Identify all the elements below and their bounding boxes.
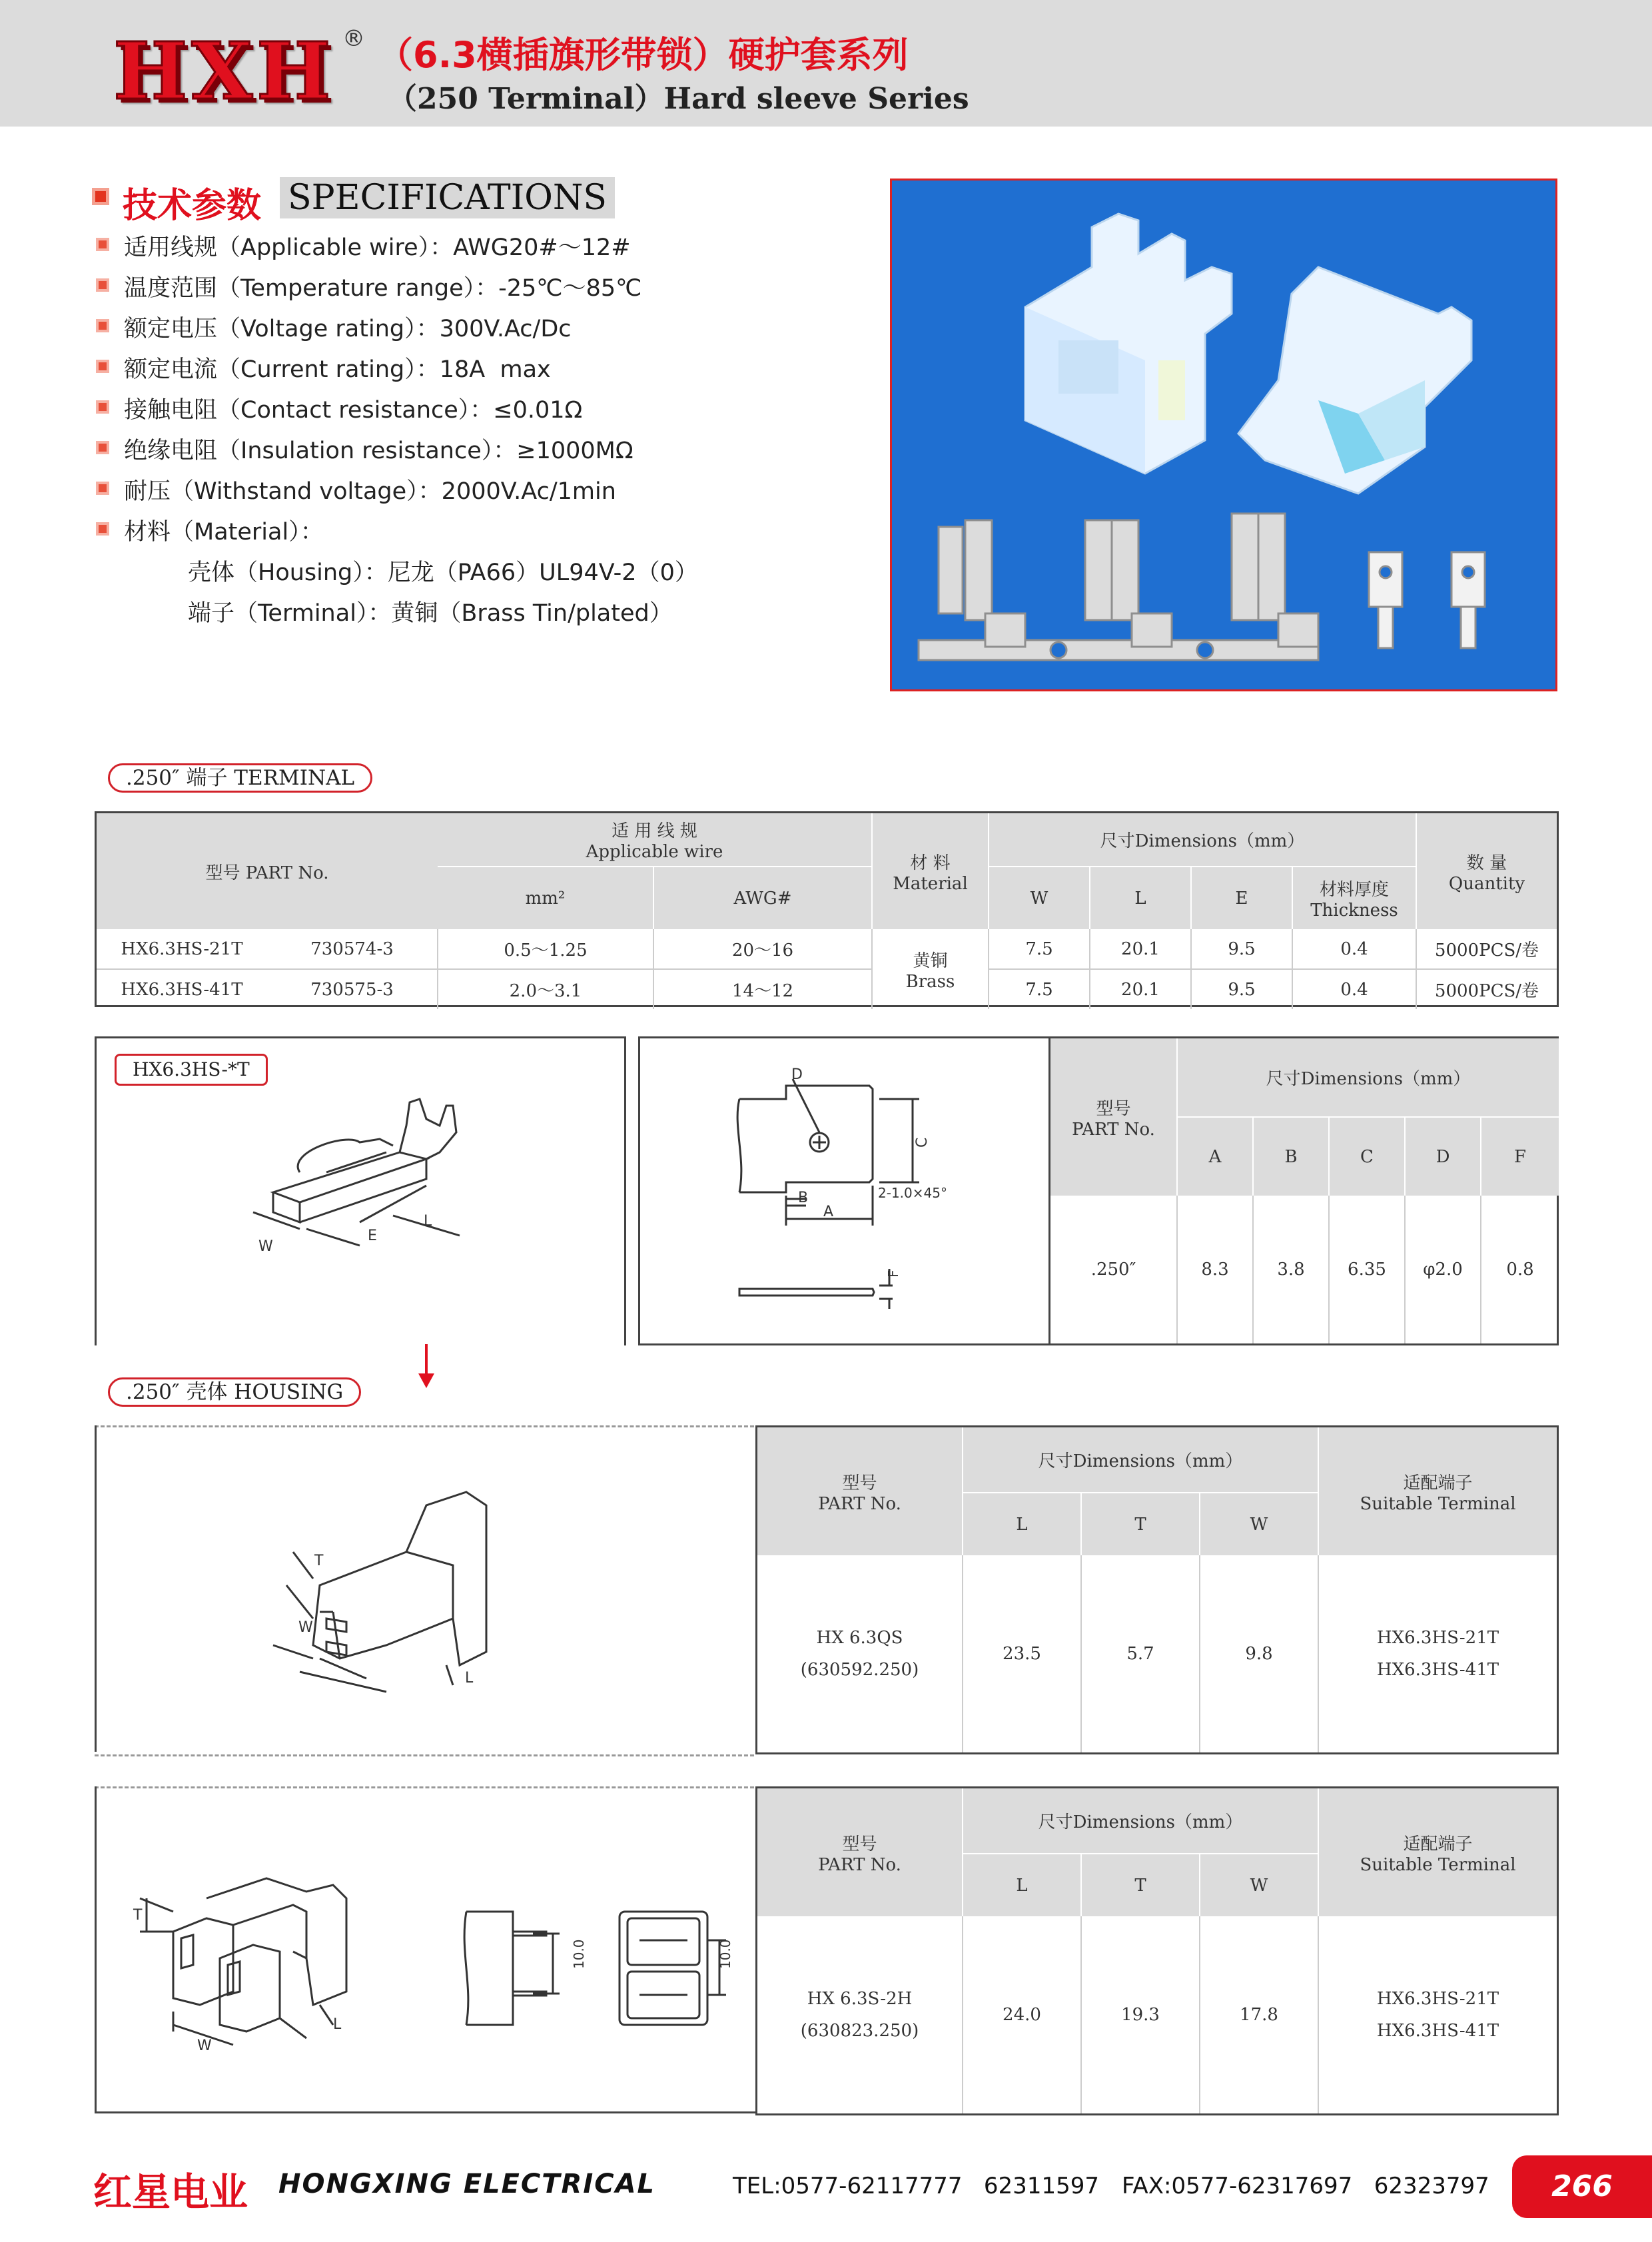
col-header-suitable-terminal: 适配端子 Suitable Terminal (1318, 1427, 1557, 1555)
spec-item: 温度范围（Temperature range）：-25℃～85℃ (124, 275, 642, 302)
terminal-table (97, 813, 1557, 1009)
cell-quantity: 5000PCS/卷 (1416, 969, 1557, 1009)
hxh-logo: HXH (113, 25, 335, 117)
contact-fax: FAX:0577-62317697 62323797 (1122, 2173, 1489, 2199)
cell-e: 9.5 (1191, 929, 1292, 969)
divider (95, 1786, 754, 1788)
col-header-mm2: mm² (438, 867, 653, 929)
cell-t: 19.3 (1081, 1916, 1200, 2113)
tab-table (1050, 1038, 1559, 1343)
col-header-w: W (989, 867, 1090, 929)
svg-text:L: L (465, 1670, 474, 1686)
col-header-material: 材 料 Material (872, 813, 989, 929)
col-header-l: L (963, 1493, 1081, 1555)
spec-item: 额定电流（Current rating）：18A max (124, 356, 551, 383)
down-arrow-icon (413, 1344, 440, 1391)
svg-text:T: T (314, 1553, 324, 1569)
col-header-wire: 适 用 线 规 Applicable wire (438, 813, 872, 867)
col-header-part-no: 型号 PART No. (757, 1427, 963, 1555)
svg-text:C: C (914, 1137, 931, 1148)
col-header-d: D (1405, 1117, 1481, 1196)
terminal-section-label: .250″ 端子 TERMINAL (108, 763, 372, 793)
housing-2h-drawing (133, 1858, 386, 2058)
frame-edge (95, 1786, 97, 2113)
table-row (757, 1916, 1557, 2113)
cell-thickness: 0.4 (1292, 929, 1416, 969)
bullet-icon (96, 441, 109, 454)
col-header-suitable-terminal: 适配端子 Suitable Terminal (1318, 1788, 1557, 1916)
table-row (97, 929, 1557, 969)
svg-text:D: D (791, 1066, 803, 1083)
cell-code: 730574-3 (310, 938, 394, 959)
col-header-a: A (1177, 1117, 1253, 1196)
company-name-cn: 红星电业 (93, 2169, 248, 2215)
cell-part: .250″ (1090, 1260, 1136, 1280)
cell-w: 7.5 (1025, 938, 1053, 959)
cell-b: 3.8 (1253, 1196, 1329, 1343)
housing-section-label: .250″ 壳体 HOUSING (108, 1377, 361, 1407)
col-header-w: W (1200, 1854, 1318, 1916)
col-header-f: F (1481, 1117, 1559, 1196)
col-header-dimensions: 尺寸Dimensions（mm） (963, 1427, 1318, 1493)
cell-mm2: 2.0～3.1 (438, 969, 653, 1009)
cell-material: 黄铜 Brass (872, 929, 989, 1009)
bullet-icon (96, 522, 109, 536)
col-header-l: L (1090, 867, 1191, 929)
cell-d: φ2.0 (1405, 1196, 1481, 1343)
spec-item: 材料（Material）： (124, 519, 324, 546)
bullet-icon (96, 238, 109, 251)
bullet-icon (96, 360, 109, 373)
bullet-icon (96, 482, 109, 495)
cell-l: 20.1 (1090, 929, 1191, 969)
col-header-thickness: 材料厚度 Thickness (1292, 867, 1416, 929)
frame-edge (95, 1425, 97, 1752)
cell-quantity: 5000PCS/卷 (1416, 929, 1557, 969)
svg-text:B: B (798, 1190, 809, 1206)
contact-tel: TEL:0577-62117777 62311597 (733, 2173, 1099, 2199)
housing-2h-table-frame (755, 1786, 1559, 2115)
col-header-part-no: 型号 PART No. (757, 1788, 963, 1916)
cell-l: 23.5 (963, 1555, 1081, 1752)
cell-l: 20.1 (1090, 969, 1191, 1009)
spec-heading-en: SPECIFICATIONS (280, 177, 615, 218)
table-row (97, 969, 1557, 1009)
registered-mark: ® (342, 25, 365, 52)
col-header-quantity: 数 量 Quantity (1416, 813, 1557, 929)
cell-w: 7.5 (1025, 979, 1053, 1000)
cell-part: HX 6.3QS (630592.250) (800, 1628, 919, 1680)
col-header-part-no: 型号 PART No. (97, 813, 438, 929)
col-header-c: C (1329, 1117, 1405, 1196)
col-header-b: B (1253, 1117, 1329, 1196)
svg-text:A: A (823, 1204, 834, 1220)
svg-text:2-1.0×45°: 2-1.0×45° (878, 1185, 947, 1201)
bullet-icon (92, 188, 109, 205)
svg-text:10.0: 10.0 (571, 1939, 587, 1969)
col-header-l: L (963, 1854, 1081, 1916)
svg-text:W: W (258, 1238, 273, 1255)
spec-item: 适用线规（Applicable wire）：AWG20#～12# (124, 234, 631, 261)
spec-material-housing: 壳体（Housing）：尼龙（PA66）UL94V-2（0） (188, 560, 698, 586)
product-photo (890, 179, 1557, 691)
svg-text:W: W (197, 2038, 212, 2054)
company-name-en: HONGXING ELECTRICAL (278, 2169, 656, 2199)
cell-mm2: 0.5～1.25 (438, 929, 653, 969)
page-number: 266 (1551, 2169, 1613, 2203)
spec-item: 接触电阻（Contact resistance）：≤0.01Ω (124, 397, 583, 424)
cell-part: HX6.3HS-21T (121, 938, 243, 959)
svg-text:W: W (298, 1619, 313, 1636)
housing-qs-table (757, 1427, 1557, 1752)
svg-text:F: F (885, 1270, 901, 1278)
frame-edge (95, 2111, 755, 2113)
terminal-table-frame (95, 811, 1559, 1007)
page-title-cn: （6.3横插旗形带锁）硬护套系列 (377, 34, 909, 76)
page-title-en: （250 Terminal）Hard sleeve Series (388, 82, 969, 116)
tab-drawing (719, 1066, 986, 1312)
col-header-t: T (1081, 1854, 1200, 1916)
housing-qs-table-frame (755, 1425, 1559, 1754)
spec-item: 耐压（Withstand voltage）：2000V.Ac/1min (124, 478, 616, 505)
bullet-icon (96, 278, 109, 292)
cell-part: HX 6.3S-2H (630823.250) (800, 1989, 919, 2041)
cell-suitable-terminal: HX6.3HS-21T HX6.3HS-41T (1318, 1555, 1557, 1752)
cell-thickness: 0.4 (1292, 969, 1416, 1009)
table-row (1050, 1196, 1559, 1343)
spec-heading-cn: 技术参数 (123, 186, 262, 226)
spec-material-terminal: 端子（Terminal）：黄铜（Brass Tin/plated） (188, 600, 673, 627)
col-header-t: T (1081, 1493, 1200, 1555)
cell-awg: 20～16 (653, 929, 872, 969)
housing-qs-drawing (253, 1485, 533, 1705)
col-header-w: W (1200, 1493, 1318, 1555)
col-header-e: E (1191, 867, 1292, 929)
col-header-dimensions: 尺寸Dimensions（mm） (963, 1788, 1318, 1854)
cell-e: 9.5 (1191, 969, 1292, 1009)
cell-suitable-terminal: HX6.3HS-21T HX6.3HS-41T (1318, 1916, 1557, 2113)
terminal-drawing (226, 1092, 600, 1266)
cell-f: 0.8 (1481, 1196, 1559, 1343)
housing-2h-pitch-drawing (460, 1898, 733, 2032)
cell-c: 6.35 (1329, 1196, 1405, 1343)
housing-2h-table (757, 1788, 1557, 2113)
tab-table-frame (1048, 1036, 1561, 1345)
divider (95, 1754, 754, 1756)
cell-l: 24.0 (963, 1916, 1081, 2113)
col-header-awg: AWG# (653, 867, 872, 929)
col-header-part-no: 型号 PART No. (1050, 1038, 1177, 1196)
col-header-dimensions: 尺寸Dimensions（mm） (989, 813, 1416, 867)
terminal-drawing-label: HX6.3HS-*T (115, 1054, 268, 1086)
table-row (757, 1555, 1557, 1752)
svg-text:10.0: 10.0 (717, 1939, 733, 1969)
cell-w: 17.8 (1200, 1916, 1318, 2113)
divider (95, 1425, 754, 1427)
spec-item: 绝缘电阻（Insulation resistance）：≥1000MΩ (124, 438, 633, 464)
cell-awg: 14～12 (653, 969, 872, 1009)
svg-text:T: T (133, 1907, 143, 1924)
cell-a: 8.3 (1177, 1196, 1253, 1343)
bullet-icon (96, 400, 109, 414)
cell-code: 730575-3 (310, 979, 394, 1000)
bullet-icon (96, 319, 109, 332)
svg-text:E: E (368, 1228, 377, 1244)
spec-item: 额定电压（Voltage rating）：300V.Ac/Dc (124, 316, 572, 342)
col-header-dimensions: 尺寸Dimensions（mm） (1177, 1038, 1559, 1117)
svg-text:L: L (333, 2016, 342, 2033)
cell-t: 5.7 (1081, 1555, 1200, 1752)
svg-text:L: L (424, 1213, 432, 1230)
cell-part: HX6.3HS-41T (121, 979, 243, 1000)
cell-w: 9.8 (1200, 1555, 1318, 1752)
